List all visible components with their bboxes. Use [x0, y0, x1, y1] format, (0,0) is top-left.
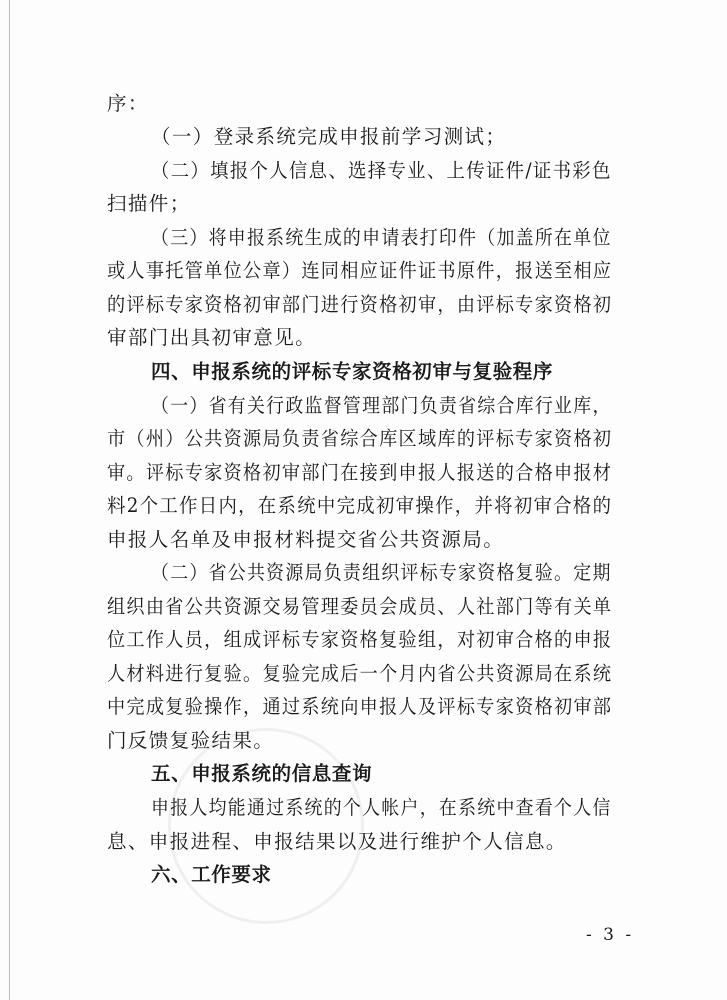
text-line-15: （二）省公共资源局负责组织评标专家资格复验。定期	[151, 561, 612, 584]
text-line-16: 组织由省公共资源交易管理委员会成员、人社部门等有关单	[107, 595, 613, 618]
text-line-20: 门反馈复验结果。	[107, 729, 275, 752]
text-line-3: （二）填报个人信息、选择专业、上传证件/证书彩色	[151, 159, 612, 182]
page-number: - 3 -	[586, 925, 635, 945]
text-line-19: 中完成复验操作，通过系统向申报人及评标专家资格初审部	[107, 695, 613, 718]
text-line-14: 申报人名单及申报材料提交省公共资源局。	[107, 528, 505, 551]
text-line-6: 或人事托管单位公章）连同相应证件证书原件，报送至相应	[107, 259, 613, 282]
section-heading-6: 六、工作要求	[151, 863, 272, 886]
text-line-2: （一）登录系统完成申报前学习测试；	[151, 125, 507, 148]
section-heading-5: 五、申报系统的信息查询	[151, 762, 373, 785]
text-line-23: 息、申报进程、申报结果以及进行维护个人信息。	[107, 830, 567, 853]
section-heading-4: 四、申报系统的评标专家资格初审与复验程序	[151, 360, 554, 383]
text-line-5: （三）将申报系统生成的申请表打印件（加盖所在单位	[151, 226, 612, 249]
text-line-11: 市（州）公共资源局负责省综合库区域库的评标专家资格初	[107, 427, 613, 450]
page-edge-rule	[9, 0, 10, 1000]
text-line-7: 的评标专家资格初审部门进行资格初审，由评标专家资格初	[107, 293, 613, 316]
text-line-17: 位工作人员，组成评标专家资格复验组，对初审合格的申报	[107, 628, 613, 651]
text-line-12: 审。评标专家资格初审部门在接到申报人报送的合格申报材	[107, 461, 613, 484]
text-line-13: 料2个工作日内，在系统中完成初审操作，并将初审合格的	[107, 494, 613, 517]
text-line-1: 序：	[107, 92, 149, 115]
text-line-8: 审部门出具初审意见。	[107, 326, 317, 349]
text-line-22: 申报人均能通过系统的个人帐户，在系统中查看个人信	[151, 796, 612, 819]
text-line-4: 扫描件；	[107, 192, 191, 215]
text-line-10: （一）省有关行政监督管理部门负责省综合库行业库，	[151, 394, 612, 417]
text-line-18: 人材料进行复验。复验完成后一个月内省公共资源局在系统	[107, 662, 613, 685]
